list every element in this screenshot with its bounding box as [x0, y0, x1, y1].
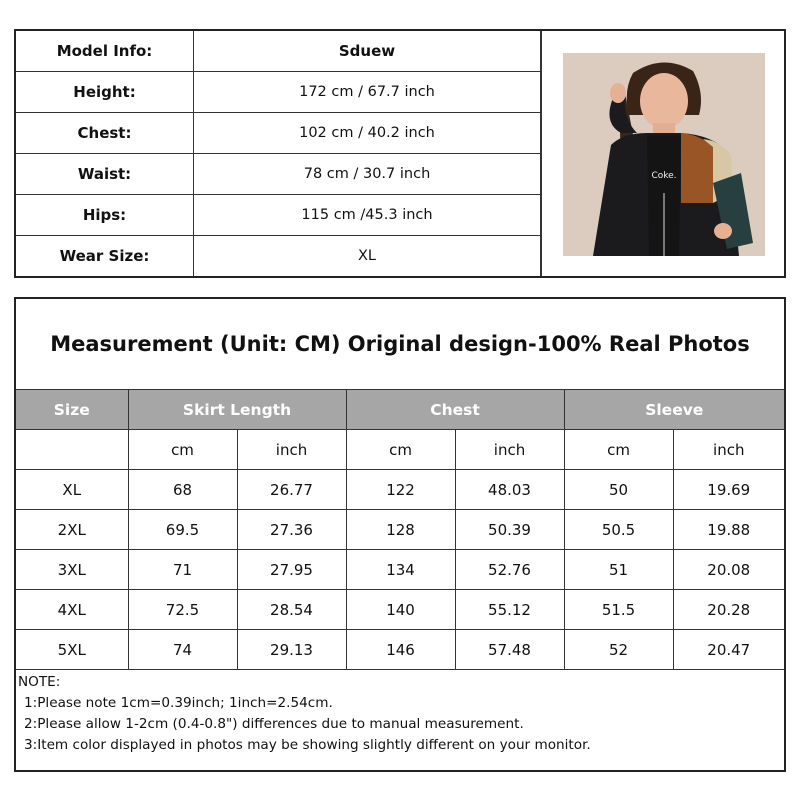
model-info-grid: [16, 31, 541, 276]
table-cell: 27.95: [237, 550, 346, 590]
wear-size-label: Wear Size:: [16, 236, 194, 277]
unit-cell-empty: [16, 430, 128, 470]
size-header: Size: [16, 390, 128, 430]
size-cell: 5XL: [16, 630, 128, 670]
table-cell: 50: [564, 470, 673, 510]
table-cell: 28.54: [237, 590, 346, 630]
table-row: [16, 510, 784, 550]
model-info-row-name: [16, 31, 541, 72]
table-row: [16, 470, 784, 510]
table-cell: 140: [346, 590, 455, 630]
model-photo: [563, 53, 765, 256]
table-cell: 69.5: [128, 510, 237, 550]
table-row: [16, 590, 784, 630]
chest-value: 102 cm / 40.2 inch: [194, 113, 541, 154]
table-cell: 68: [128, 470, 237, 510]
table-cell: 57.48: [455, 630, 564, 670]
size-cell: XL: [16, 470, 128, 510]
unit-cell: cm: [346, 430, 455, 470]
table-cell: 52: [564, 630, 673, 670]
table-cell: 50.39: [455, 510, 564, 550]
table-row: [16, 550, 784, 590]
table-cell: 55.12: [455, 590, 564, 630]
table-cell: 134: [346, 550, 455, 590]
table-cell: 48.03: [455, 470, 564, 510]
measurement-title: Measurement (Unit: CM) Original design-100% Real Photos: [16, 299, 784, 390]
hips-value: 115 cm /45.3 inch: [194, 195, 541, 236]
chest-label: Chest:: [16, 113, 194, 154]
table-cell: 122: [346, 470, 455, 510]
table-cell: 146: [346, 630, 455, 670]
table-cell: 71: [128, 550, 237, 590]
model-name: Sduew: [194, 31, 541, 72]
table-cell: 50.5: [564, 510, 673, 550]
note-item: 3:Item color displayed in photos may be showing slightly different on your monitor.: [24, 737, 591, 753]
model-info-label: Model Info:: [16, 31, 194, 72]
wear-size-value: XL: [194, 236, 541, 277]
notes: [16, 670, 784, 756]
table-cell: 29.13: [237, 630, 346, 670]
hips-label: Hips:: [16, 195, 194, 236]
unit-cell: cm: [128, 430, 237, 470]
table-cell: 51: [564, 550, 673, 590]
table-cell: 20.28: [673, 590, 784, 630]
size-cell: 3XL: [16, 550, 128, 590]
table-cell: 19.88: [673, 510, 784, 550]
unit-cell: inch: [455, 430, 564, 470]
model-info-row-waist: [16, 154, 541, 195]
note-item: 1:Please note 1cm=0.39inch; 1inch=2.54cm.: [24, 695, 333, 711]
size-cell: 2XL: [16, 510, 128, 550]
notes-heading: NOTE:: [18, 674, 61, 690]
model-info-row-chest: [16, 113, 541, 154]
measurement-table: [14, 297, 786, 772]
model-info-row-size: [16, 236, 541, 277]
unit-row: [16, 430, 784, 470]
model-illustration: [563, 53, 765, 256]
height-label: Height:: [16, 72, 194, 113]
unit-cell: cm: [564, 430, 673, 470]
table-row: [16, 630, 784, 670]
unit-cell: inch: [237, 430, 346, 470]
table-cell: 128: [346, 510, 455, 550]
unit-cell: inch: [673, 430, 784, 470]
table-cell: 51.5: [564, 590, 673, 630]
height-value: 172 cm / 67.7 inch: [194, 72, 541, 113]
size-chart: [16, 390, 784, 670]
skirt-length-header: Skirt Length: [128, 390, 346, 430]
table-cell: 27.36: [237, 510, 346, 550]
table-cell: 72.5: [128, 590, 237, 630]
note-item: 2:Please allow 1-2cm (0.4-0.8") differences due to manual measurement.: [24, 716, 524, 732]
shirt-print: Coke.: [651, 171, 677, 181]
sleeve-header: Sleeve: [564, 390, 784, 430]
model-info-table: [14, 29, 786, 278]
table-cell: 74: [128, 630, 237, 670]
table-cell: 26.77: [237, 470, 346, 510]
table-cell: 20.47: [673, 630, 784, 670]
size-chart-header: [16, 390, 784, 430]
table-cell: 19.69: [673, 470, 784, 510]
model-info-row-hips: [16, 195, 541, 236]
waist-label: Waist:: [16, 154, 194, 195]
chest-header: Chest: [346, 390, 564, 430]
size-cell: 4XL: [16, 590, 128, 630]
waist-value: 78 cm / 30.7 inch: [194, 154, 541, 195]
table-cell: 20.08: [673, 550, 784, 590]
model-info-row-height: [16, 72, 541, 113]
table-cell: 52.76: [455, 550, 564, 590]
photo-cell: [541, 31, 784, 276]
